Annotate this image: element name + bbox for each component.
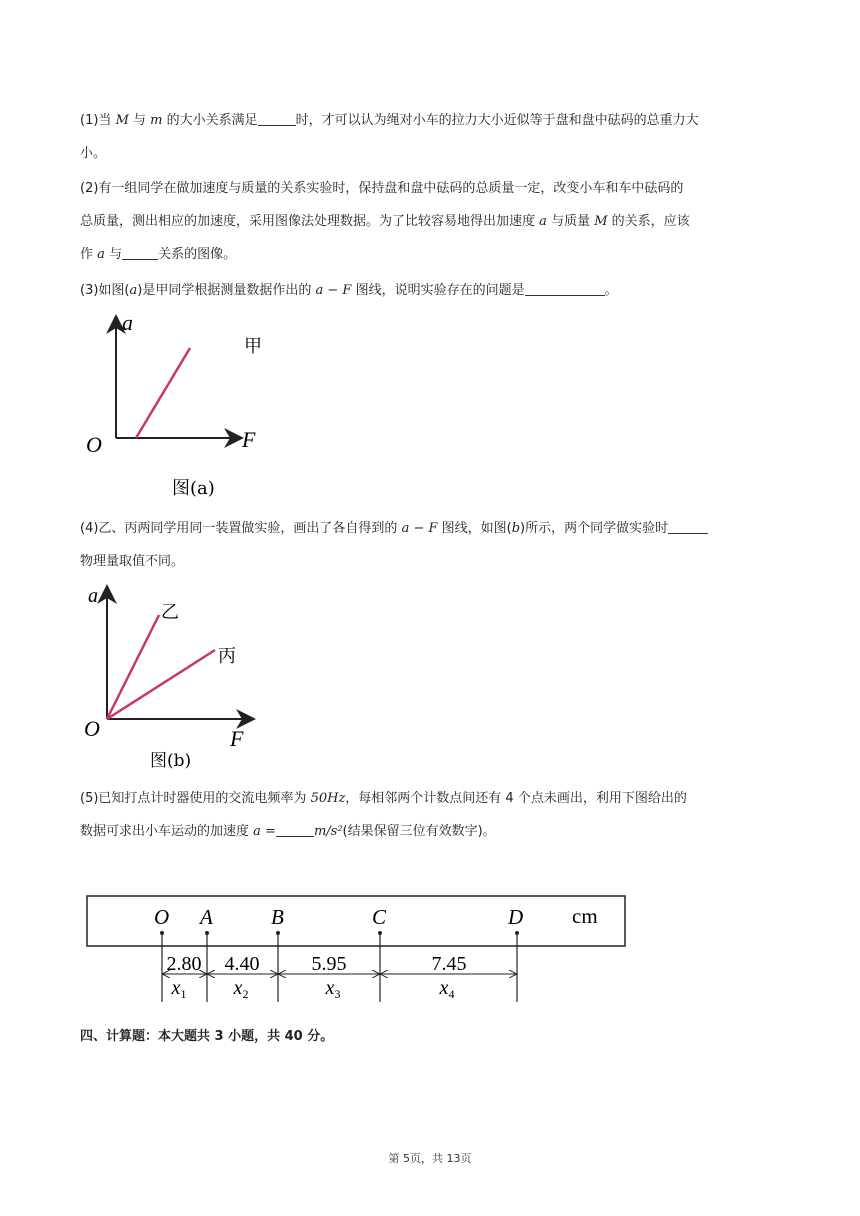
q4-text: (4)乙、丙两同学用同一装置做实验，画出了各自得到的 [80, 521, 398, 536]
segment-value-x2: 4.40 [224, 953, 260, 975]
q3-text: (3)如图( [80, 283, 130, 298]
q4-fig-ref: b [511, 521, 521, 536]
figure-b [80, 582, 280, 772]
segment-label-x4: $x_4$ [439, 977, 455, 1001]
figure-a-caption: 图(a) [172, 478, 215, 499]
q2-text: 与质量 [551, 214, 591, 229]
q1-text: 与 [133, 113, 147, 128]
q2-text: 总质量，测出相应的加速度，采用图像法处理数据。为了比较容易地得出加速度 [80, 214, 536, 229]
q4-text: )所示，两个同学做实验时 [520, 521, 669, 536]
q2-text: 关系的图像。 [158, 247, 237, 262]
q5-text: (5)已知打点计时器使用的交流电频率为 [80, 791, 307, 806]
q5-text: ，每相邻两个计数点间还有 4 个点未画出，利用下图给出的 [345, 791, 687, 806]
q2-text: 与 [109, 247, 123, 262]
q3-text: 图线，说明实验存在的问题是 [355, 283, 525, 298]
q1-blank [258, 111, 296, 126]
question-5 [80, 782, 785, 848]
q3-expr: a − F [315, 283, 352, 298]
q4-blank [668, 519, 708, 534]
q5-text: 数据可求出小车运动的加速度 [80, 824, 250, 839]
q5-frequency: 50Hz [310, 791, 346, 806]
q1-text: 时，才可以认为绳对小车的拉力大小近似等于盘和盘中砝码的总重力大 [295, 113, 699, 128]
segment-value-x4: 7.45 [431, 953, 467, 975]
q1-var-M: M [115, 113, 129, 128]
x-axis-label: F [230, 726, 244, 751]
point-label-B: B [271, 905, 284, 929]
q2-blank [122, 245, 158, 260]
x-axis-label: F [242, 427, 256, 452]
q5-unit: m/s² [313, 824, 343, 839]
line-jia [136, 348, 190, 438]
line-label-bing: 丙 [218, 646, 236, 667]
line-label-jia: 甲 [244, 336, 262, 357]
q3-fig-ref: a [129, 283, 138, 298]
point-label-C: C [372, 905, 387, 929]
q1-text: (1)当 [80, 113, 112, 128]
q1-text: 的大小关系满足 [166, 113, 258, 128]
origin-label: O [86, 432, 102, 457]
q5-blank [276, 822, 314, 837]
q2-var-a: a [539, 214, 547, 229]
q4-text: 物理量取值不同。 [80, 554, 185, 569]
segment-label-x1: $x_1$ [171, 977, 187, 1001]
q3-blank [525, 281, 605, 296]
section-heading: 四、计算题：本大题共 3 小题，共 40 分。 [80, 1029, 334, 1044]
segment-value-x1: 2.80 [166, 953, 202, 975]
q1-var-m: m [150, 113, 163, 128]
question-4 [80, 512, 785, 578]
q2-text: 的关系，应该 [611, 214, 690, 229]
q4-expr: a − F [401, 521, 438, 536]
question-2 [80, 172, 785, 271]
q2-var-a: a [97, 247, 105, 262]
figure-a [80, 310, 280, 500]
figure-b-caption: 图(b) [150, 751, 192, 771]
segment-label-x2: $x_2$ [233, 977, 249, 1001]
segment-label-x3: $x_3$ [325, 977, 341, 1001]
q5-text: (结果保留三位有效数字)。 [342, 824, 496, 839]
q2-text: 作 [80, 247, 94, 262]
q3-text: )是甲同学根据测量数据作出的 [137, 283, 312, 298]
segment-value-x3: 5.95 [311, 953, 347, 975]
q3-text: 。 [604, 283, 618, 298]
question-3 [80, 274, 785, 307]
point-label-O: O [154, 905, 170, 929]
point-label-D: D [508, 905, 524, 929]
page-footer: 第 5页，共 13页 [388, 1152, 472, 1165]
question-1 [80, 104, 785, 170]
point-label-A: A [200, 905, 213, 929]
tape-unit: cm [572, 904, 598, 928]
q1-text: 小。 [80, 146, 107, 161]
q4-text: 图线，如图( [441, 521, 512, 536]
y-axis-label: a [122, 310, 133, 335]
origin-label: O [84, 716, 100, 741]
q2-var-M: M [594, 214, 608, 229]
y-axis-label: a [88, 585, 98, 607]
q2-text: (2)有一组同学在做加速度与质量的关系实验时，保持盘和盘中砝码的总质量一定，改变小车和车中砝码的 [80, 181, 684, 196]
q5-equation: a = [253, 824, 276, 839]
paper-tape-figure [85, 890, 645, 1020]
line-label-yi: 乙 [161, 602, 179, 623]
